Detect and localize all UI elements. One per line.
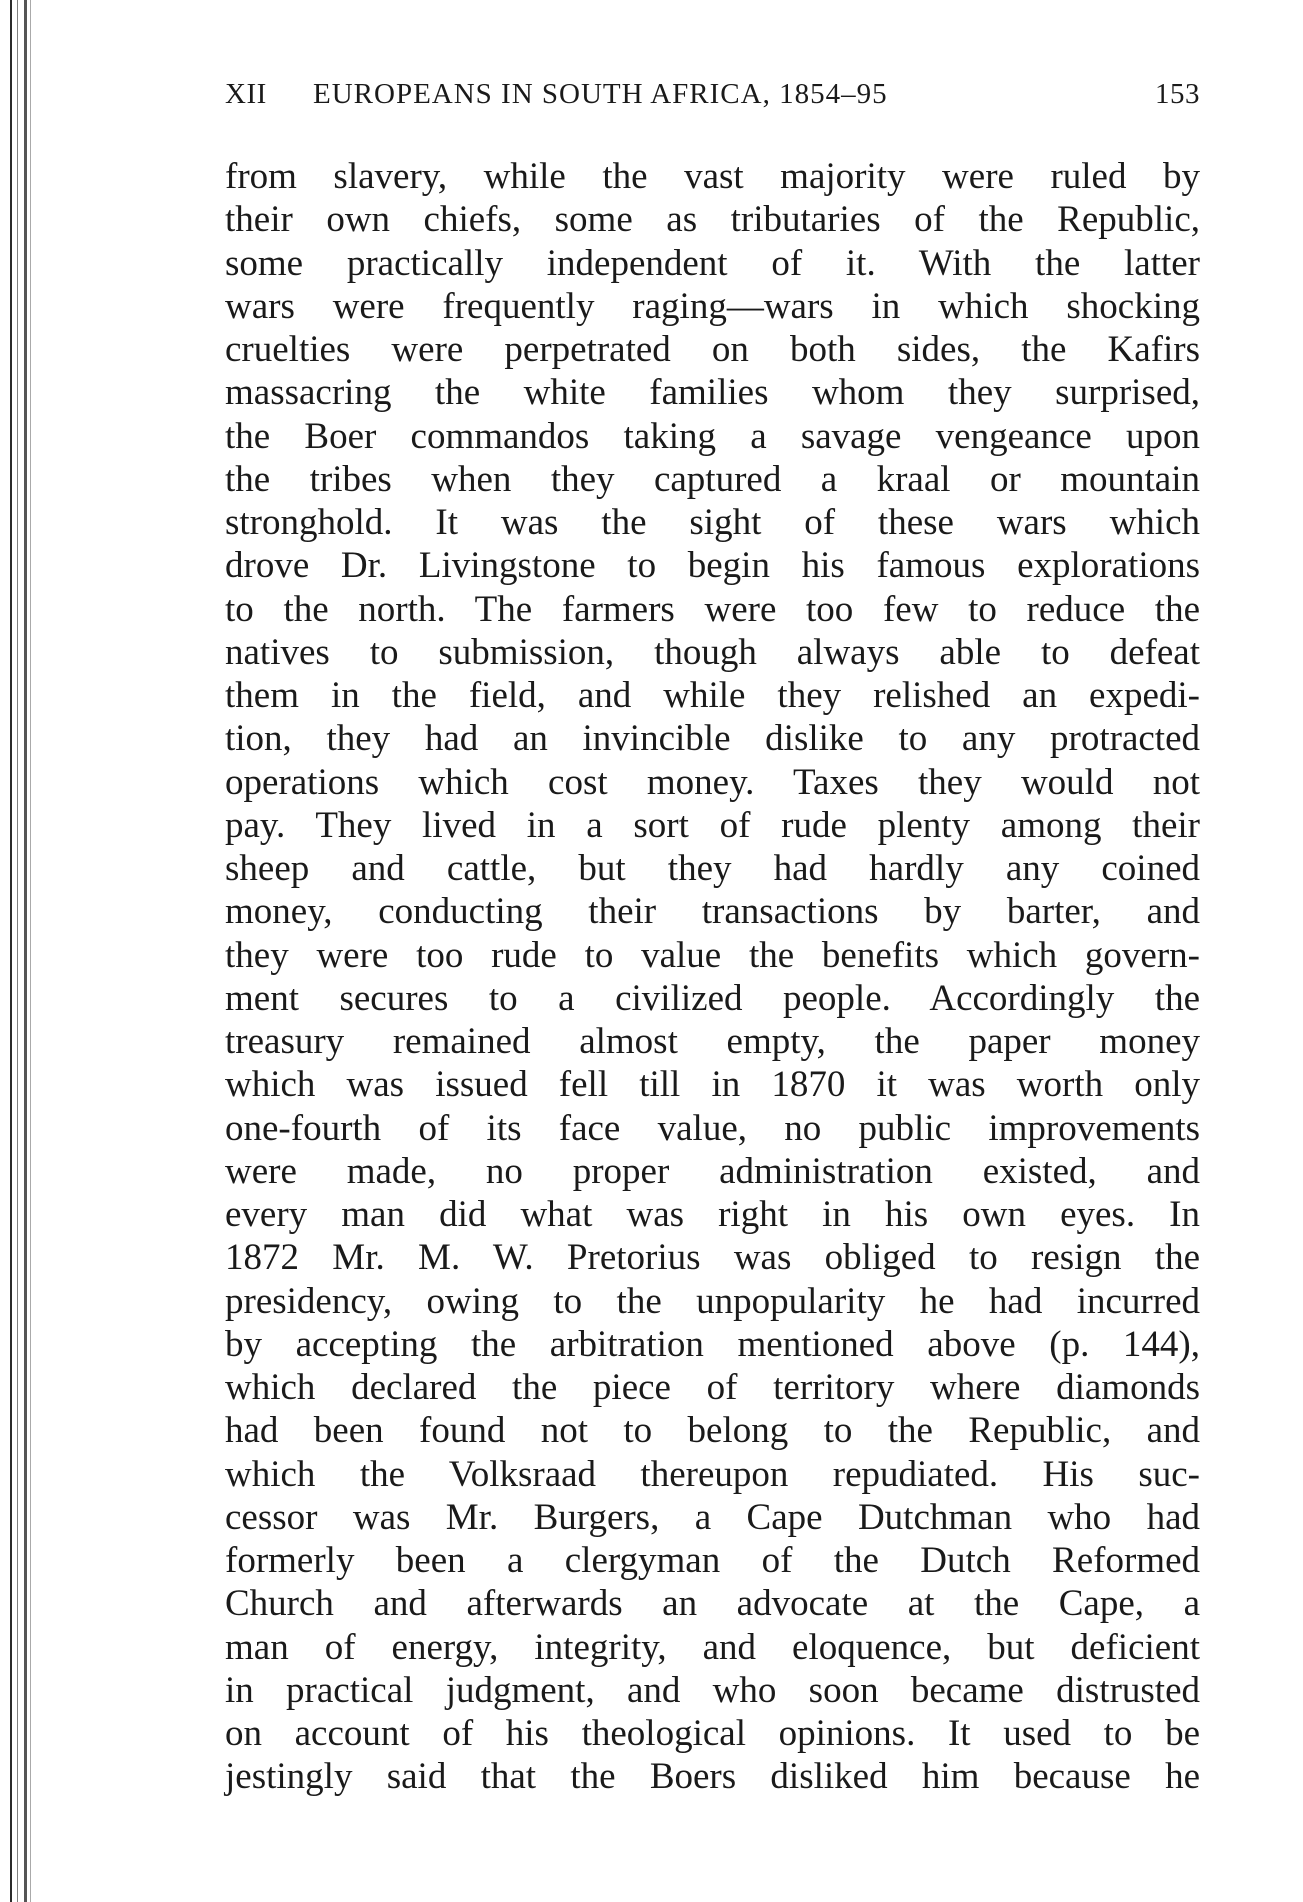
text-line: ment secures to a civilized people. Accordingly the [225, 977, 1200, 1019]
text-line: their own chiefs, some as tributaries of the Republic, [225, 199, 1200, 241]
text-line: sheep and cattle, but they had hardly any coined [225, 848, 1200, 889]
chapter-number: XII [225, 78, 267, 110]
binding-edge [0, 0, 44, 1902]
text-line: massacring the white families whom they surprised, [225, 372, 1200, 414]
text-line: wars were frequently raging—wars in which shocking [225, 285, 1200, 327]
text-line: operations which cost money. Taxes they would not [225, 761, 1200, 803]
text-line: which declared the piece of territory where diamonds [225, 1367, 1200, 1408]
running-head [225, 70, 1200, 120]
text-line: tion, they had an invincible dislike to any protracted [225, 718, 1200, 760]
text-line: money, conducting their transactions by barter, and [225, 891, 1200, 933]
text-line: cessor was Mr. Burgers, a Cape Dutchman who had [225, 1496, 1200, 1538]
page-number: 153 [1155, 78, 1200, 110]
text-line: by accepting the arbitration mentioned above (p. 144), [225, 1323, 1200, 1365]
text-line: Church and afterwards an advocate at the Cape, a [225, 1583, 1200, 1625]
text-line: they were too rude to value the benefits which govern- [225, 934, 1200, 976]
text-line: the tribes when they captured a kraal or mountain [225, 458, 1200, 500]
text-line: one-fourth of its face value, no public improvements [225, 1107, 1200, 1149]
text-line: to the north. The farmers were too few to reduce the [225, 588, 1200, 630]
text-line: some practically independent of it. With the latter [225, 242, 1200, 284]
text-line: treasury remained almost empty, the paper money [225, 1021, 1200, 1062]
text-line: man of energy, integrity, and eloquence, but deficient [225, 1626, 1200, 1668]
text-line: presidency, owing to the unpopularity he had incurred [225, 1280, 1200, 1322]
text-line: every man did what was right in his own eyes. In [225, 1194, 1200, 1235]
text-line: from slavery, while the vast majority were ruled by [225, 156, 1200, 197]
text-line: on account of his theological opinions. It used to be [225, 1713, 1200, 1754]
running-title: EUROPEANS IN SOUTH AFRICA, 1854–95 [313, 78, 888, 110]
text-line: which was issued fell till in 1870 it was worth only [225, 1064, 1200, 1106]
text-line: natives to submission, though always able to defeat [225, 631, 1200, 673]
text-line: were made, no proper administration existed, and [225, 1150, 1200, 1192]
text-line: drove Dr. Livingstone to begin his famous explorations [225, 545, 1200, 587]
text-line: pay. They lived in a sort of rude plenty among their [225, 804, 1200, 846]
text-line: the Boer commandos taking a savage vengeance upon [225, 415, 1200, 457]
text-line: cruelties were perpetrated on both sides, the Kafirs [225, 329, 1200, 370]
body-paragraph [225, 155, 1200, 1799]
text-line: them in the field, and while they relished an expedi- [225, 675, 1200, 716]
text-line: in practical judgment, and who soon became distrusted [225, 1669, 1200, 1711]
text-line: 1872 Mr. M. W. Pretorius was obliged to resign the [225, 1237, 1200, 1279]
text-line: formerly been a clergyman of the Dutch Reformed [225, 1540, 1200, 1581]
text-line: had been found not to belong to the Republic, and [225, 1410, 1200, 1452]
text-line: jestingly said that the Boers disliked him because he [225, 1756, 1200, 1798]
text-line: stronghold. It was the sight of these wars which [225, 502, 1200, 543]
text-line: which the Volksraad thereupon repudiated. His suc- [225, 1453, 1200, 1495]
